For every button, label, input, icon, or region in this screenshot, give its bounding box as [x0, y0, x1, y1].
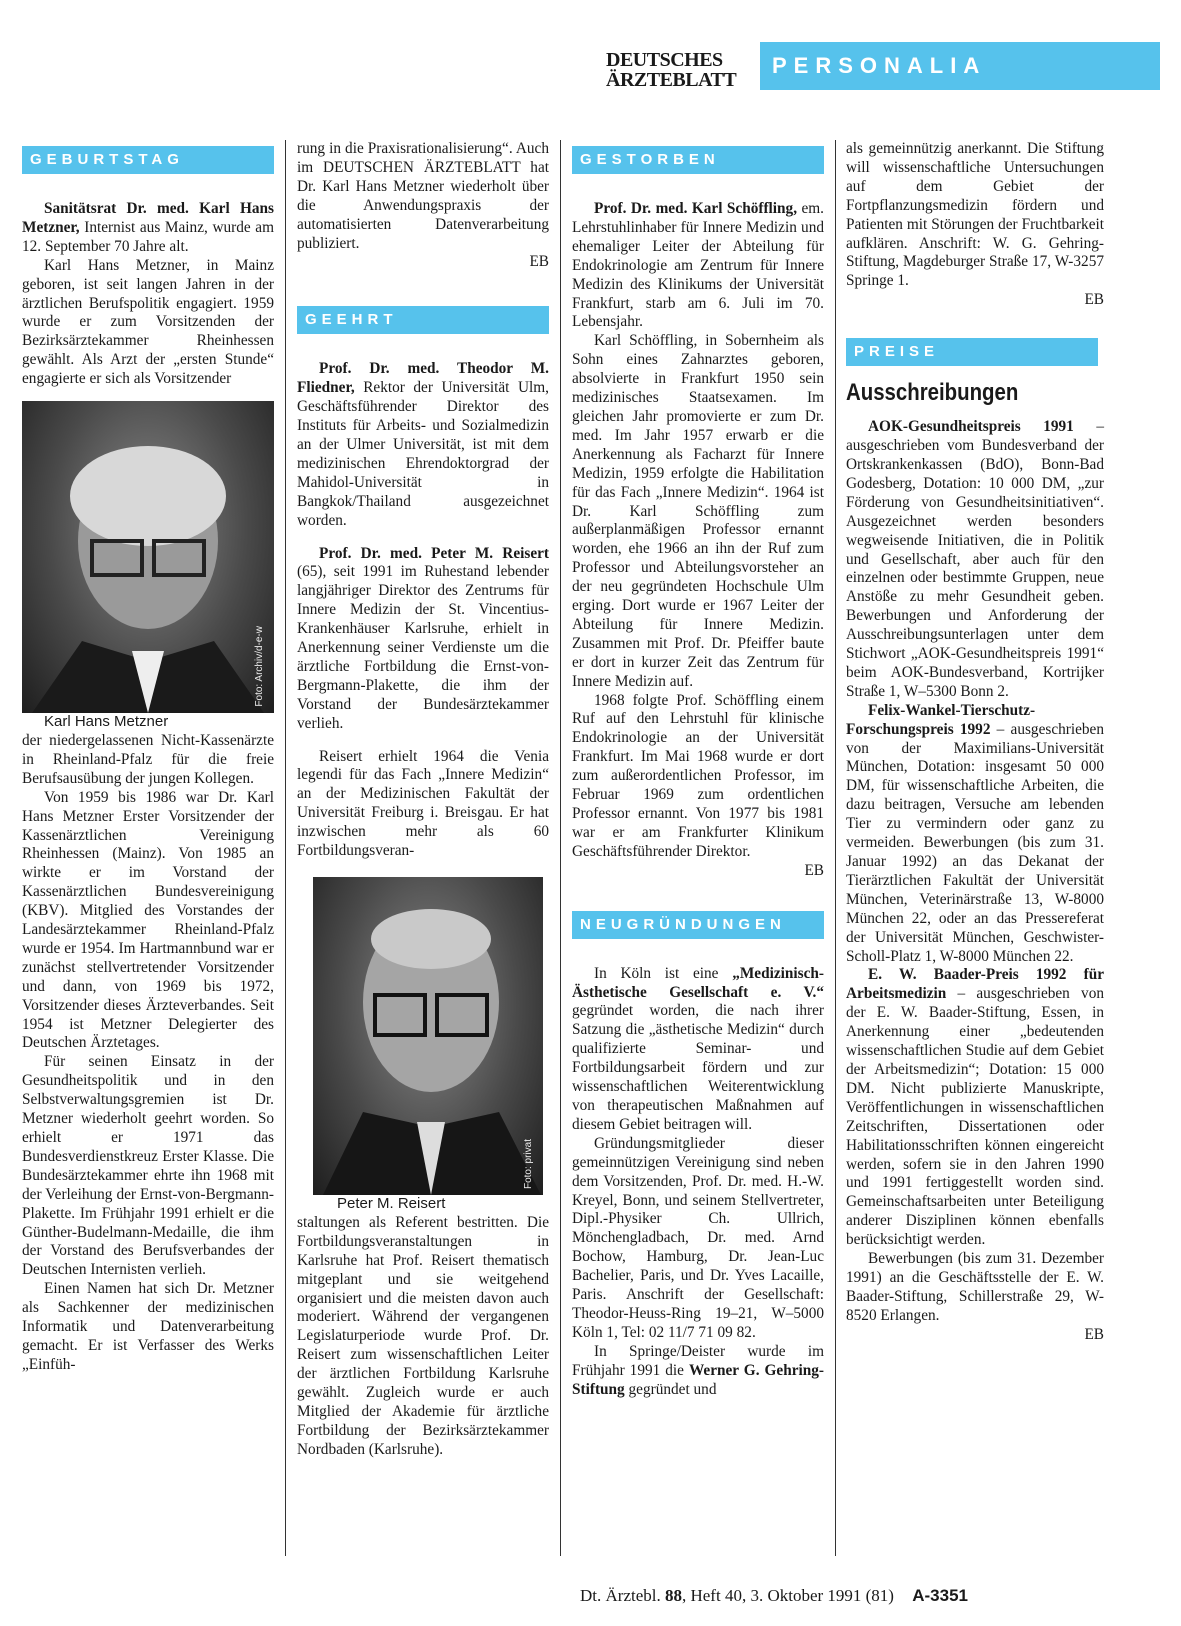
- text: Internist aus Mainz, wurde am 12. September 70 Jahre alt.: [22, 218, 274, 255]
- text: rung in die Praxisrationalisierung“. Auch im DEUTSCHEN ÄRZTEBLATT hat Dr. Karl Hans Metzner wiederholt über die Anwendungspraxis der automatisierten Datenverarbeitung publiziert.: [297, 140, 549, 252]
- paragraph: Gründungsmitglieder dieser gemeinnützigen Vereinigung sind neben dem Vorsitzenden, Prof. Dr. med. H.-W. Kreyel, Bonn, und seinem Stellvertreter, Dipl.-Physiker Ch. Ullrich, Mönchengladbach, Dr. med. Arnd Bochow, Hamburg, Dr. Jean-Luc Bachelier, Paris, und Dr. Yves Lacaille, Paris. Anschrift der Gesellschaft: Theodor-Heuss-Ring 19–21, W–5000 Köln 1, Tel: 02 11/7 71 09 82.: [572, 1134, 824, 1341]
- paragraph: [846, 702, 1104, 967]
- column-rule: [285, 140, 286, 1556]
- paragraph: [572, 1343, 824, 1400]
- article-title: Ausschreibungen: [846, 379, 1019, 407]
- text: – ausgeschrieben von der Maximilians-Universität München, Dotation: insgesamt 50 000 DM, für wissenschaftliche Arbeiten, die dazu beitragen, Versuche am lebenden Tier zu vermindern oder ganz zu vermeiden. Bewerbungen (bis zum 31. Januar 1992) an das Dekanat der Tierärztlichen Fakultät der Universität München, Veterinärstraße 13, W-8000 München 22, oder an das Pressereferat der Universität München, Geschwister-Scholl-Platz 1, W-8000 München 22.: [846, 720, 1104, 965]
- author-initials: EB: [1084, 291, 1104, 309]
- text: em. Lehrstuhlinhaber für Innere Medizin und ehemaliger Leiter der Abteilung für Endokrinologie am Zentrum für Innere Medizin des Klinikums der Universität Frankfurt, starb am 6. Juli im 70. Lebensjahr.: [572, 200, 824, 331]
- text: 1968 folgte Prof. Schöffling einem Ruf auf den Lehrstuhl für klinische Endokrinologie an der Universität Frankfurt. Im Mai 1968 wurde er dort zum außerordentlichen Professor, im Februar 1969 zum ordentlichen Professor ernannt. Von 1977 bis 1981 war er am Frankfurter Klinikum Geschäftsführender Direktor.: [572, 691, 824, 860]
- paragraph: [846, 966, 1104, 1250]
- column-2: [297, 140, 549, 1460]
- issue-info: , Heft 40, 3. Oktober 1991 (81): [681, 1586, 894, 1605]
- section-title: PERSONALIA: [760, 42, 1160, 90]
- column-1: [22, 146, 274, 1375]
- text: als gemeinnützig anerkannt. Die Stiftung will wissenschaftliche Untersuchungen auf dem Gebiet der Fortpflanzungsmedizin fördern und Patienten mit Störungen der Fruchtbarkeit aufklären. Anschrift: W. G. Gehring-Stiftung, Magdeburger Straße 17, W-3257 Springe 1.: [846, 140, 1104, 290]
- paragraph: Von 1959 bis 1986 war Dr. Karl Hans Metzner Erster Vorsitzender der Kassenärztlichen Vereinigung Rheinhessen (Mainz). Von 1985 an wirkte er im Vorstand der Kassenärztlichen Bundesvereinigung (KBV). Mitglied des Vorstandes der Landesärztekammer Rheinland-Pfalz wurde er 1954. Im Hartmannbund war er zunächst stellvertretender Vorsitzender und dann, von 1969 bis 1972, Vorsitzender dieses Ärzteverbandes. Seit 1954 ist Metzner Delegierter des Deutschen Ärztetages.: [22, 788, 274, 1052]
- prize-name: Felix-Wankel-Tierschutz-Forschungspreis 1992: [846, 701, 1036, 738]
- text: (65), seit 1991 im Ruhestand lebender langjähriger Direktor des Zentrums für Innere Medizin der St. Vincentius-Krankenhäuser Karlsruhe, erhielt in Anerkennung seiner Verdienste um die ärztliche Fortbildung die Ernst-von-Bergmann-Plakette, die ihm der Vorstand der Bundesärztekammer verlieh.: [297, 563, 549, 732]
- photo-caption: Peter M. Reisert: [337, 1195, 446, 1212]
- column-3: [572, 146, 824, 1399]
- prize-name: E. W. Baader-Preis 1992 für Arbeitsmedizin: [846, 966, 1104, 1003]
- photo-reisert: [313, 877, 543, 1195]
- photo-caption: Karl Hans Metzner: [44, 713, 169, 731]
- text: In Springe/Deister wurde im Frühjahr 1991 die: [572, 1342, 824, 1379]
- author-initials: EB: [804, 861, 824, 879]
- paragraph: Einen Namen hat sich Dr. Metzner als Sachkenner der medizinischen Informatik und Datenverarbeitung gemacht. Er ist Verfasser des Werks „Einfüh-: [22, 1280, 274, 1373]
- text: gegründet und: [624, 1380, 717, 1398]
- text: In Köln ist eine: [594, 964, 733, 982]
- volume: 88: [664, 1586, 682, 1605]
- text: – ausgeschrieben von der E. W. Baader-Stiftung, Essen, in Anerkennung einer „bedeutenden wissenschaftlichen Studie auf dem Gebiet der Arbeitsmedizin“; Dotation: 15 000 DM. Nicht publizierte Manuskripte, Veröffentlichungen in wissenschaftlichen Zeitschriften, Dissertationen oder Habilitationsschriften können eingereicht werden, sofern sie in den Jahren 1990 und 1991 fertiggestellt worden sind. Gemeinschaftsarbeiten unter Beteiligung anderer Disziplinen können ebenfalls berücksichtigt werden.: [846, 985, 1104, 1249]
- paragraph: Karl Schöffling, in Sobernheim als Sohn eines Zahnarztes geboren, absolvierte in Frankfurt 1950 sein medizinisches Staatsexamen. Im gleichen Jahr promovierte er zum Dr. med. Im Jahr 1957 erwarb er die Anerkennung als Facharzt für Innere Medizin, 1959 erfolgte die Habilitation für das Fach „Innere Medizin“. 1964 ist Dr. Karl Schöffling zum außerplanmäßigen Professor ernannt worden, ehe 1966 an ihn der Ruf zum Professor und Abteilungsvorsteher an der neu gegründeten Hochschule Ulm erging. Dort wurde er 1967 Leiter der Abteilung für Innere Medizin. Zusammen mit Prof. Dr. Pfeiffer baute er dort in kurzer Zeit das Zentrum für Innere Medizin auf.: [572, 332, 824, 690]
- photo-credit: Foto: privat: [523, 1138, 535, 1189]
- masthead: [606, 50, 736, 90]
- paragraph: [572, 200, 824, 332]
- name-bold: Prof. Dr. med. Theodor M. Fliedner,: [297, 360, 549, 397]
- name-bold: Sanitätsrat Dr. med. Karl Hans Metzner,: [22, 200, 274, 236]
- column-rule: [560, 140, 561, 1556]
- paragraph: [22, 200, 274, 257]
- prize-name: AOK-Gesundheitspreis 1991: [868, 418, 1074, 436]
- column-4: [846, 140, 1104, 1345]
- paragraph: [572, 965, 824, 1135]
- paragraph: [297, 545, 549, 734]
- society-name: „Medizinisch-Ästhetische Gesellschaft e. V.“: [572, 964, 824, 1001]
- text: gegründet worden, die nach ihrer Satzung die „ästhetische Medizin“ durch qualifizierte Seminar- und Fortbildungsarbeit fördern und zur wissenschaftlichen Weiterentwicklung von therapeutischen Maßnahmen auf diesem Gebiet beitragen will.: [572, 1002, 824, 1133]
- paragraph: Reisert erhielt 1964 die Venia legendi für das Fach „Innere Medizin“ an der Medizinischen Fakultät der Universität Freiburg i. Breisgau. Er hat inzwischen mehr als 60 Fortbildungsveran-: [297, 747, 549, 860]
- name-bold: Prof. Dr. med. Karl Schöffling,: [594, 200, 798, 217]
- paragraph: [846, 418, 1104, 702]
- text: – ausgeschrieben vom Bundesverband der Ortskrankenkassen (BdO), Bonn-Bad Godesberg, Dotation: 10 000 DM, „zur Förderung von Gesundheitsinitiativen“. Ausgezeichnet werden besonders wegweisende Initiativen, die in Politik und Gesellschaft, aber auch für den einzelnen oder bestimmte Gruppen, neue Anstöße zu mehr Gesundheit geben. Bewerbungen und Anforderung der Ausschreibungsunterlagen unter dem Stichwort „AOK-Gesundheitspreis 1991“ beim AOK-Bundesverband, Kortrijker Straße 1, W–5300 Bonn 2.: [846, 418, 1104, 700]
- heading-geburtstag: GEBURTSTAG: [22, 146, 274, 174]
- text: Bewerbungen (bis zum 31. Dezember 1991) an die Geschäftsstelle der E. W. Baader-Stiftung, Schillerstraße 29, W-8520 Erlangen.: [846, 1250, 1104, 1324]
- photo-credit: Foto: Archiv/d-e-w: [254, 626, 266, 708]
- page-footer: [580, 1586, 968, 1606]
- author-initials: EB: [1084, 1325, 1104, 1343]
- portrait-image: [313, 877, 543, 1195]
- paragraph: [572, 692, 824, 881]
- paragraph: Für seinen Einsatz in der Gesundheitspolitik und in den Selbstverwaltungsgremien ist Dr. Metzner wiederholt geehrt worden. So erhielt er 1971 das Bundesverdienstkreuz Erster Klasse. Die Bundesärztekammer ehrte ihn 1968 mit der Verleihung der Ernst-von-Bergmann-Plakette. Im Frühjahr 1991 erhielt er die Günther-Budelmann-Medaille, die ihm der Vorstand des Berufsverbandes der Deutschen Internisten verlieh.: [22, 1053, 274, 1279]
- masthead-line1: DEUTSCHES: [606, 49, 723, 71]
- masthead-line2: ÄRZTEBLATT: [606, 69, 737, 91]
- paragraph: Karl Hans Metzner, in Mainz geboren, ist seit langen Jahren in der ärztlichen Berufspolitik engagiert. 1959 wurde er zum Vorsitzenden der Bezirksärztekammer Rheinhessen gewählt. Als Arzt der „ersten Stunde“ engagierte er sich als Vorsitzender: [22, 256, 274, 388]
- column-rule: [835, 140, 836, 1556]
- paragraph: der niedergelassenen Nicht-Kassenärzte in Rheinland-Pfalz für die freie Berufsausübung der jungen Kollegen.: [22, 731, 274, 787]
- heading-gestorben: GESTORBEN: [572, 146, 824, 174]
- author-initials: EB: [529, 253, 549, 271]
- heading-preise: PREISE: [846, 338, 1098, 366]
- foundation-name: Werner G. Gehring-Stiftung: [572, 1361, 824, 1398]
- text: Rektor der Universität Ulm, Geschäftsführender Direktor des Instituts für Arbeits- und Sozialmedizin an der Ulmer Universität, ist mit dem medizinischen Ehrendoktorgrad der Mahidol-Universität in Bangkok/Thailand ausgezeichnet worden.: [297, 379, 549, 529]
- portrait-image: [22, 401, 274, 713]
- paragraph: [297, 360, 549, 530]
- name-bold: Prof. Dr. med. Peter M. Reisert: [319, 544, 549, 562]
- photo-metzner: [22, 401, 274, 713]
- paragraph: [297, 140, 549, 272]
- paragraph: staltungen als Referent bestritten. Die Fortbildungsveranstaltungen in Karlsruhe hat Prof. Reisert thematisch mitgeplant und sie weitgehend organisiert und die meisten davon auch moderiert. Während der vergangenen Legislaturperiode wurde Prof. Dr. Reisert zum wissenschaftlichen Leiter der ärztlichen Fortbildung Karlsruhe gewählt. Zugleich wurde er auch Mitglied der Akademie für ärztliche Fortbildung der Bezirksärztekammer Nordbaden (Karlsruhe).: [297, 1213, 549, 1458]
- paragraph: [846, 140, 1104, 310]
- journal-abbrev: Dt. Ärztebl.: [580, 1586, 661, 1605]
- paragraph: [846, 1250, 1104, 1345]
- page-number: A-3351: [912, 1586, 968, 1605]
- heading-geehrt: GEEHRT: [297, 306, 549, 334]
- heading-neugruendungen: NEUGRÜNDUNGEN: [572, 911, 824, 939]
